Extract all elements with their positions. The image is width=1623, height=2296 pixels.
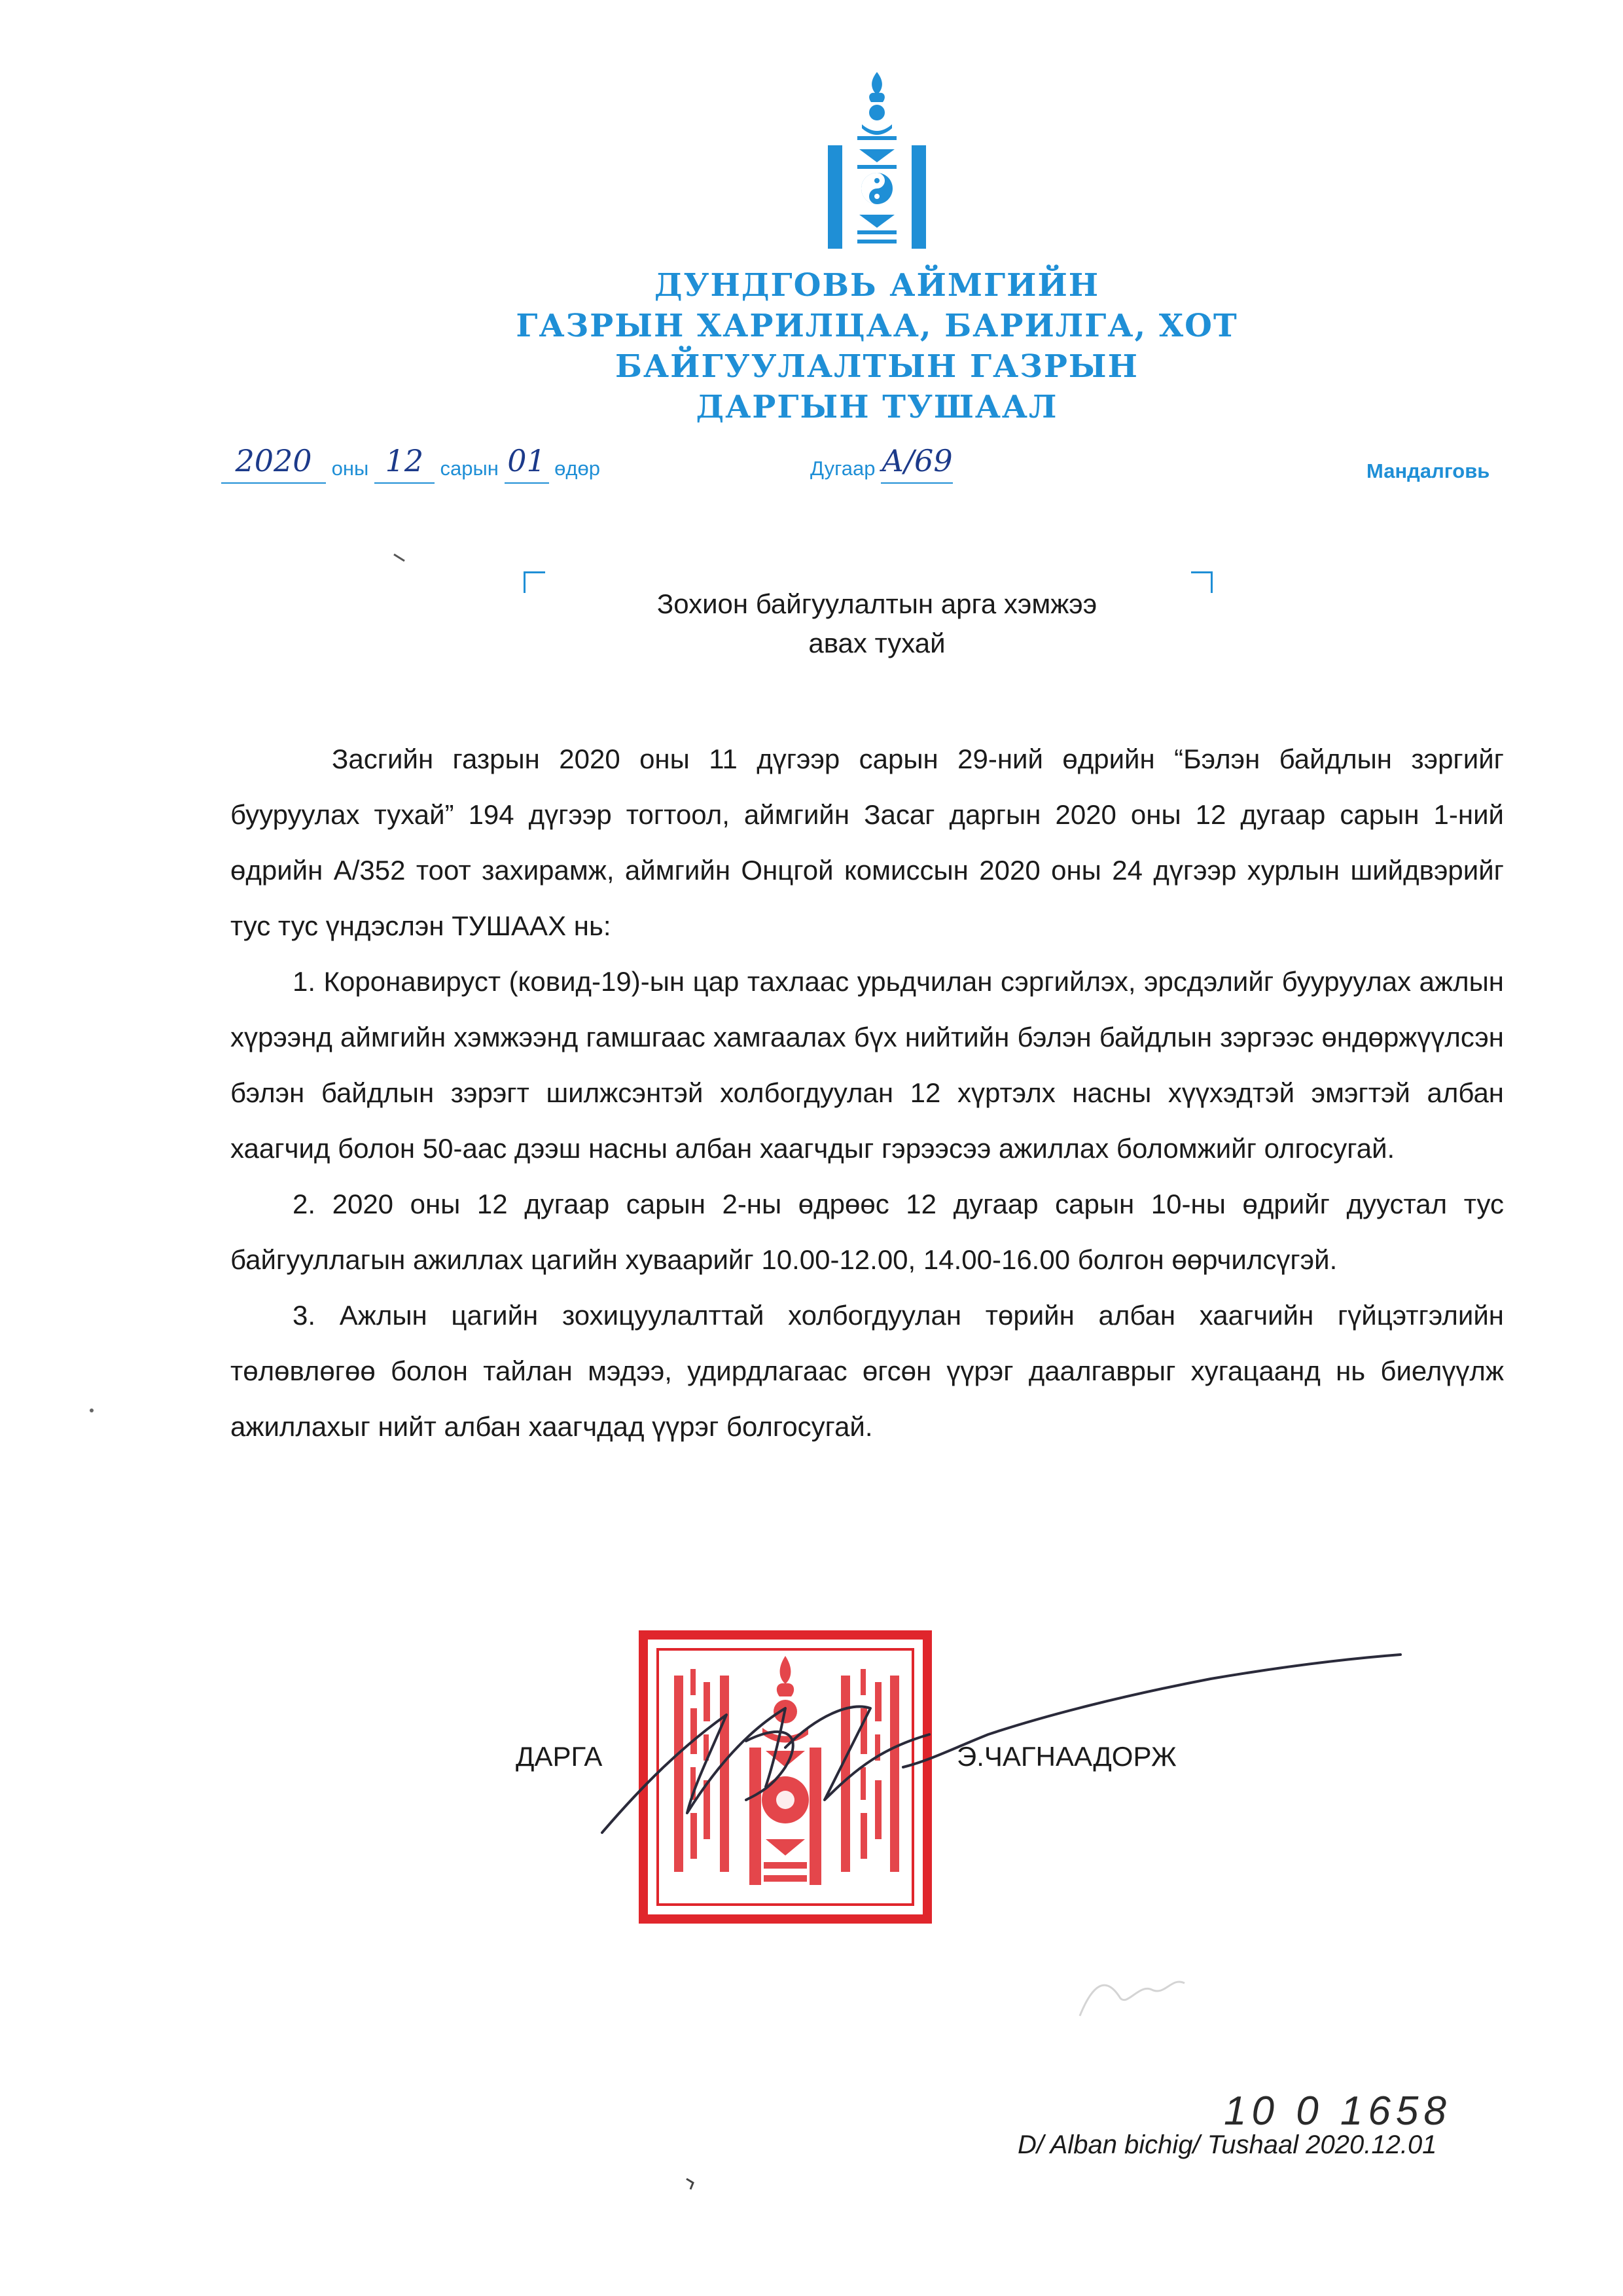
date-year-suffix: оны	[331, 457, 369, 480]
number-value: А/69	[881, 443, 953, 478]
date-month-field	[374, 443, 435, 484]
date-day-suffix: өдөр	[554, 457, 600, 480]
org-line-3: БАЙГУУЛАЛТЫН ГАЗРЫН	[615, 348, 1139, 385]
registration-number-stamp: 10 0 1658	[1224, 2089, 1452, 2134]
date-line	[221, 443, 600, 484]
body-item-2: 2. 2020 оны 12 дугаар сарын 2-ны өдрөөс 12 дугаар сарын 10-ны өдрийг дуустал тус байгууллагын ажиллах цагийн хуваарийг 10.00-12.00, 14.00-16.00 болгон өөрчилсүгэй.	[230, 1189, 1504, 1275]
date-month-suffix: сарын	[440, 457, 499, 480]
signatory-name: Э.ЧАГНААДОРЖ	[957, 1741, 1177, 1772]
subject	[0, 584, 1623, 663]
number-field	[881, 443, 953, 484]
date-year-field	[221, 443, 326, 484]
scan-speck	[88, 1407, 95, 1414]
signatory-title: ДАРГА	[516, 1741, 603, 1772]
body-intro: Засгийн газрын 2020 оны 11 дүгээр сарын 29-ний өдрийн “Бэлэн байдлын зэргийг бууруулах тухай” 194 дүгээр тогтоол, аймгийн Засаг даргын 2020 оны 12 дугаар сарын 1-ний өдрийн А/352 тоот захирамж, аймгийн Онцгой комиссын 2020 оны 24 дүгээр хурлын шийдвэрийг тус тус үндэслэн ТУШААХ нь:	[230, 744, 1504, 941]
scan-speck	[684, 2176, 698, 2191]
document-body	[230, 731, 1504, 1454]
body-item-3: 3. Ажлын цагийн зохицуулалттай холбогдуулан төрийн албан хаагчийн гүйцэтгэлийн төлөвлөгөө болон тайлан мэдээ, удирдлагаас өгсөн үүрэг даалгаврыг хугацаанд нь биелүүлж ажиллахыг нийт албан хаагчдад үүрэг болгосугай.	[230, 1300, 1504, 1442]
date-day: 01	[507, 443, 546, 478]
org-line-2: ГАЗРЫН ХАРИЛЦАА, БАРИЛГА, ХОТ	[516, 308, 1238, 344]
soyombo-emblem-icon	[828, 72, 926, 249]
organization-heading	[0, 265, 1623, 427]
subject-line-1: Зохион байгуулалтын арга хэмжээ	[656, 588, 1097, 619]
org-line-4: ДАРГЫН ТУШААЛ	[696, 389, 1058, 425]
date-month: 12	[385, 443, 424, 478]
subject-line-2: авах тухай	[808, 628, 946, 658]
body-item-1: 1. Коронавируст (ковид-19)-ын цар тахлаас урьдчилан сэргийлэх, эрсдэлийг бууруулах ажлын хүрээнд аймгийн хэмжээнд гамшгаас хамгаалах бүх нийтийн бэлэн байдлын зэргээс өндөржүүлсэн бэлэн байдлын зэрэгт шилжсэнтэй холбогдуулан 12 хүртэлх насны хүүхэдтэй эмэгтэй албан хаагчид болон 50-аас дээш насны албан хаагчдыг гэрээсээ ажиллах боломжийг олгосугай.	[230, 966, 1504, 1164]
date-day-field	[505, 443, 549, 484]
footer-file-path: D/ Alban bichig/ Tushaal 2020.12.01	[1018, 2130, 1437, 2159]
scan-speck	[393, 553, 406, 564]
faint-pencil-mark	[1073, 1957, 1191, 2029]
place: Мандалговь	[1366, 459, 1490, 482]
org-line-1: ДУНДГОВЬ АЙМГИЙН	[654, 267, 1100, 304]
number-label: Дугаар	[810, 457, 876, 480]
handwritten-signature	[589, 1617, 1407, 1865]
document-number	[810, 443, 953, 484]
date-year: 2020	[235, 443, 312, 478]
